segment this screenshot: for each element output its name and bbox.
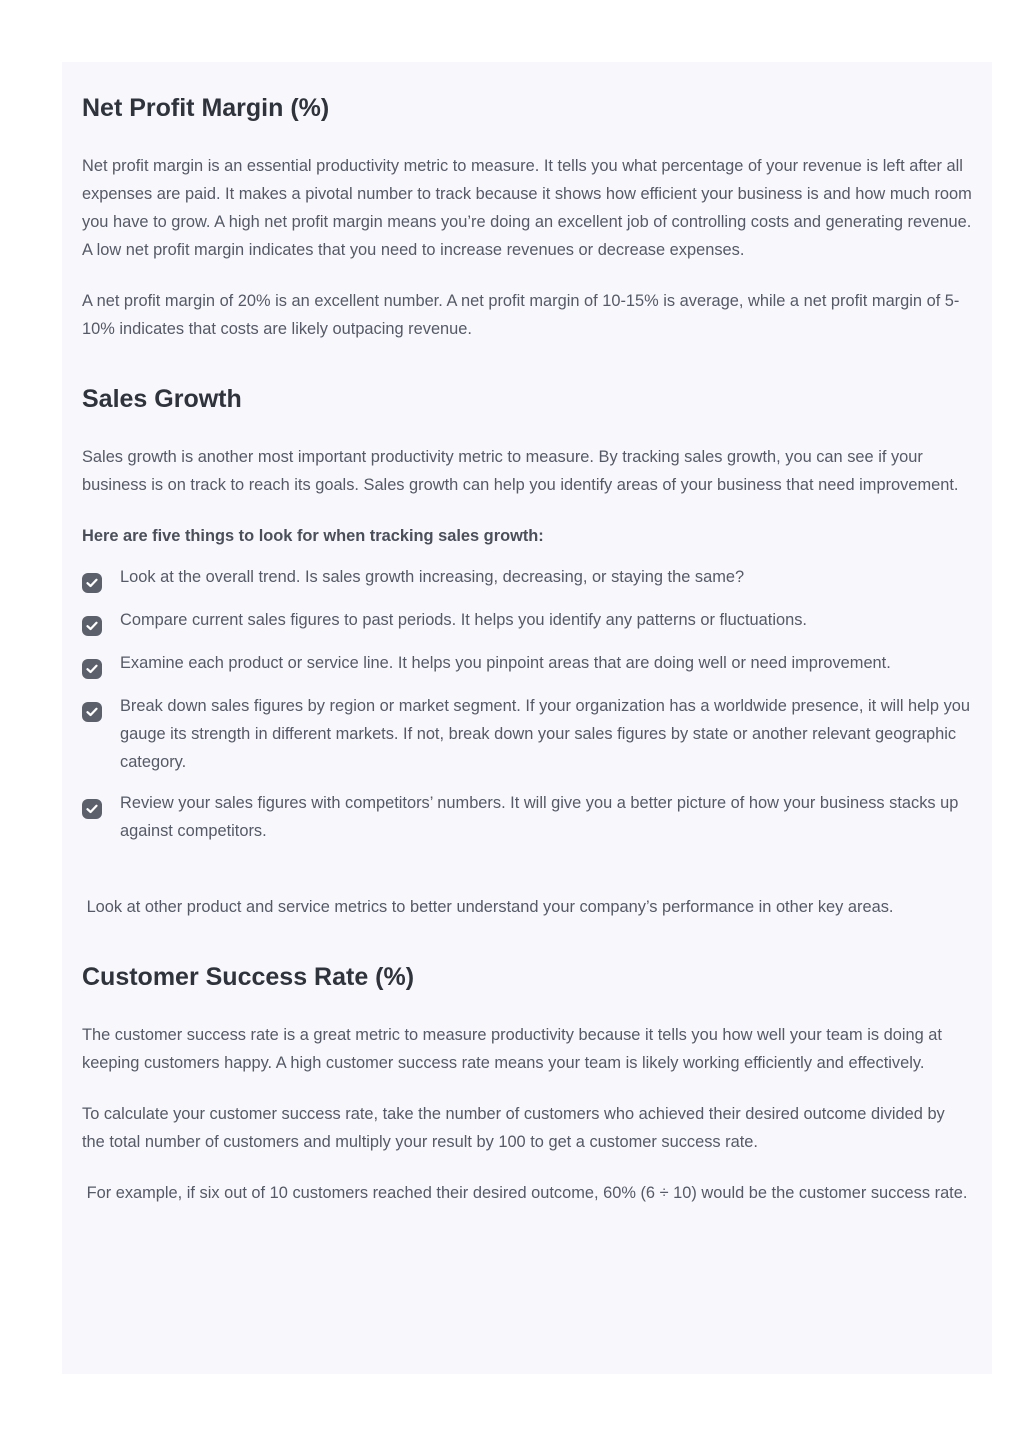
list-item	[82, 606, 972, 636]
paragraph: A net profit margin of 20% is an excellent number. A net profit margin of 10-15% is average, while a net profit margin of 5-10% indicates that costs are likely outpacing revenue.	[82, 292, 960, 338]
list-item	[82, 563, 972, 593]
section-heading-net-profit-margin: Net Profit Margin (%)	[82, 94, 330, 122]
check-badge-icon	[82, 659, 102, 679]
list-item-text: Examine each product or service line. It helps you pinpoint areas that are doing well or need improvement.	[120, 654, 891, 672]
list-item-text: Compare current sales figures to past periods. It helps you identify any patterns or fluctuations.	[120, 611, 807, 629]
checklist	[82, 563, 972, 845]
paragraph: Net profit margin is an essential productivity metric to measure. It tells you what percentage of your revenue is left after all expenses are paid. It makes a pivotal number to track because it shows how efficient your business is and how much room you have to grow. A high net profit margin means you’re doing an excellent job of controlling costs and generating revenue. A low net profit margin indicates that you need to increase revenues or decrease expenses.	[82, 157, 972, 259]
list-item-text: Look at the overall trend. Is sales growth increasing, decreasing, or staying the same?	[120, 568, 745, 586]
paragraph: The customer success rate is a great metric to measure productivity because it tells you how well your team is doing at keeping customers happy. A high customer success rate means your team is likely working efficiently and effectively.	[82, 1026, 942, 1072]
paragraph: Sales growth is another most important productivity metric to measure. By tracking sales growth, you can see if your business is on track to reach its goals. Sales growth can help you identify areas of your business that need improvement.	[82, 448, 959, 494]
section-heading-customer-success-rate: Customer Success Rate (%)	[82, 963, 415, 991]
paragraph: To calculate your customer success rate, take the number of customers who achieved their desired outcome divided by the total number of customers and multiply your result by 100 to get a customer success rate.	[82, 1105, 945, 1151]
check-badge-icon	[82, 573, 102, 593]
paragraph: For example, if six out of 10 customers reached their desired outcome, 60% (6 ÷ 10) would be the customer success rate.	[82, 1184, 968, 1202]
check-badge-icon	[82, 799, 102, 819]
content-panel	[62, 62, 992, 1374]
list-item-text: Review your sales figures with competitors’ numbers. It will give you a better picture of how your business stacks up against competitors.	[120, 794, 959, 840]
check-badge-icon	[82, 616, 102, 636]
section-heading-sales-growth: Sales Growth	[82, 385, 242, 413]
list-item	[82, 789, 972, 845]
list-item	[82, 692, 972, 776]
list-item-text: Break down sales figures by region or market segment. If your organization has a worldwide presence, it will help you gauge its strength in different markets. If not, break down your sales figures by state or another relevant geographic category.	[120, 697, 971, 771]
list-item	[82, 649, 972, 679]
list-intro: Here are five things to look for when tracking sales growth:	[82, 527, 544, 545]
closing-paragraph: Look at other product and service metrics to better understand your company’s performance in other key areas.	[82, 898, 894, 916]
check-badge-icon	[82, 702, 102, 722]
